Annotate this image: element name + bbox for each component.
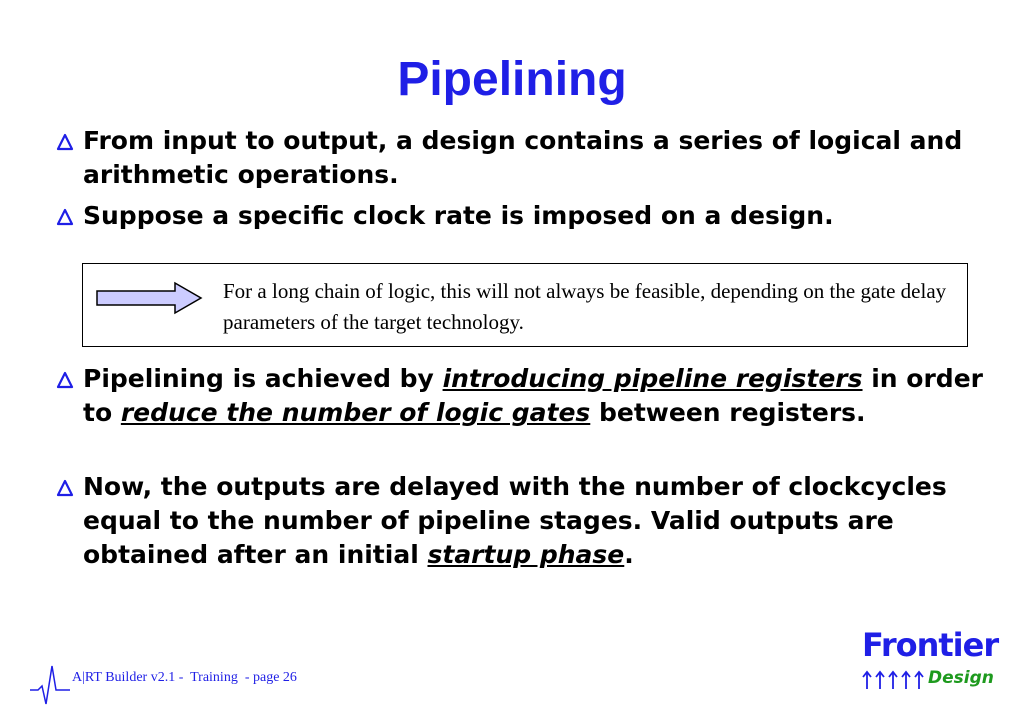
logo-subtitle: Design [928, 668, 994, 688]
bullet-text-part: Now, the outputs are delayed with the number of clockcycles equal to the number of pipeline stages. Valid outputs are obtained after an initial [83, 472, 947, 569]
footer-text: A|RT Builder v2.1 - Training - page 26 [72, 670, 297, 685]
bullet-text-part: in order to [83, 364, 983, 427]
bullet-item [56, 199, 986, 233]
company-logo [852, 626, 999, 692]
bullet-text: Suppose a specific clock rate is imposed on a design. [83, 201, 834, 230]
up-arrows-icon [862, 670, 926, 690]
pipe-bullet-icon [56, 477, 74, 497]
bullet-item [56, 362, 986, 430]
bullet-text-part: between registers. [590, 398, 866, 427]
pipe-bullet-icon [56, 131, 74, 151]
pipe-bullet-icon [56, 369, 74, 389]
bullet-text-part: . [624, 540, 634, 569]
bullet-text-part: Pipelining is achieved by [83, 364, 443, 393]
bullet-text [56, 470, 986, 572]
emphasis-text: introducing pipeline registers [442, 364, 863, 393]
note-text: For a long chain of logic, this will not always be feasible, depending on the gate delay parameters of the target technology. [223, 279, 947, 334]
slide-title: Pipelining [397, 53, 627, 106]
emphasis-text: reduce the number of logic gates [120, 398, 591, 427]
bullet-item [56, 124, 986, 192]
note-box [82, 263, 968, 347]
bullet-item [56, 470, 986, 572]
emphasis-text: startup phase [427, 540, 625, 569]
right-arrow-icon [95, 281, 205, 315]
bullet-text: From input to output, a design contains a series of logical and arithmetic operations. [83, 126, 963, 189]
bullet-text [56, 362, 986, 430]
signal-wave-icon [30, 664, 70, 706]
pipe-bullet-icon [56, 206, 74, 226]
logo-name: Frontier [862, 626, 999, 664]
